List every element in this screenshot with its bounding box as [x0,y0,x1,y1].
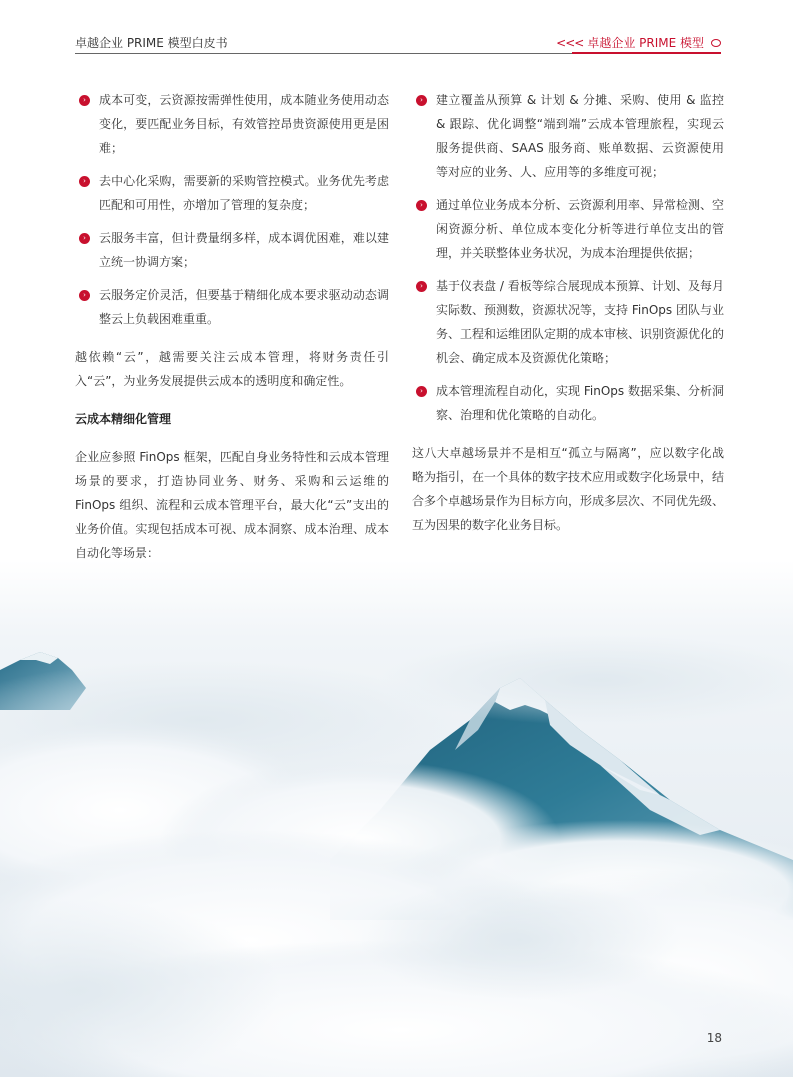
right-column [412,88,724,537]
list-item [412,274,724,370]
list-item-text: 成本管理流程自动化，实现 FinOps 数据采集、分析洞察、治理和优化策略的自动化。 [436,384,724,422]
bullet-arrow-icon: › [416,386,427,397]
list-item-text: 建立覆盖从预算 & 计划 & 分摊、采购、使用 & 监控 & 跟踪、优化调整“端到端”云成本管理旅程，实现云服务提供商、SAAS 服务商、账单数据、云资源使用等对应的业务、人、应用等的多维度可视； [436,93,724,179]
list-item-text: 成本可变，云资源按需弹性使用，成本随业务使用动态变化，要匹配业务目标，有效管控昂贵资源使用更是困难； [99,93,389,155]
left-column [75,88,389,565]
list-item [412,88,724,184]
bullet-arrow-icon: › [79,290,90,301]
section-title: 卓越企业 PRIME 模型 [587,36,704,50]
bullet-arrow-icon: › [79,176,90,187]
bullet-arrow-icon: › [416,95,427,106]
header-accent-divider [572,52,721,54]
list-item-text: 基于仪表盘 / 看板等综合展现成本预算、计划、及每月实际数、预测数，资源状况等，支持 FinOps 团队与业务、工程和运维团队定期的成本审核、识别资源优化的机会、确定成本及资源优化策略； [436,279,725,365]
list-item [75,283,389,331]
list-item [412,193,724,265]
document-title: 卓越企业 PRIME 模型白皮书 [75,36,228,50]
list-item [412,379,724,427]
bullet-arrow-icon: › [79,233,90,244]
mountain-cloud-image [0,560,793,1077]
chevron-left-icon: <<< [556,35,584,50]
bullet-arrow-icon: › [79,95,90,106]
section-subheading: 云成本精细化管理 [75,412,172,426]
bullet-arrow-icon: › [416,281,427,292]
list-item [75,169,389,217]
ring-icon [711,39,721,47]
list-item-text: 云服务丰富，但计费量纲多样，成本调优困难，难以建立统一协调方案； [99,231,389,269]
bullet-arrow-icon: › [416,200,427,211]
list-item [75,226,389,274]
body-paragraph: 越依赖“云”，越需要关注云成本管理，将财务责任引入“云”，为业务发展提供云成本的透明度和确定性。 [75,350,389,388]
body-paragraph: 这八大卓越场景并不是相互“孤立与隔离”，应以数字化战略为指引，在一个具体的数字技术应用或数字化场景中，结合多个卓越场景作为目标方向，形成多层次、不同优先级、互为因果的数字化业务目标。 [412,446,725,532]
page-number: 18 [706,1031,722,1045]
body-paragraph: 企业应参照 FinOps 框架，匹配自身业务特性和云成本管理场景的要求，打造协同业务、财务、采购和云运维的 FinOps 组织、流程和云成本管理平台，最大化“云”支出的业务价值。实现包括成本可视、成本洞察、成本治理、成本自动化等场景： [75,450,389,560]
list-item [75,88,389,160]
list-item-text: 通过单位业务成本分析、云资源利用率、异常检测、空闲资源分析、单位成本变化分析等进行单位支出的管理，并关联整体业务状况，为成本治理提供依据； [436,198,725,260]
list-item-text: 云服务定价灵活，但要基于精细化成本要求驱动动态调整云上负载困难重重。 [99,288,389,326]
section-header [556,34,721,51]
list-item-text: 去中心化采购，需要新的采购管控模式。业务优先考虑匹配和可用性，亦增加了管理的复杂度； [99,174,389,212]
